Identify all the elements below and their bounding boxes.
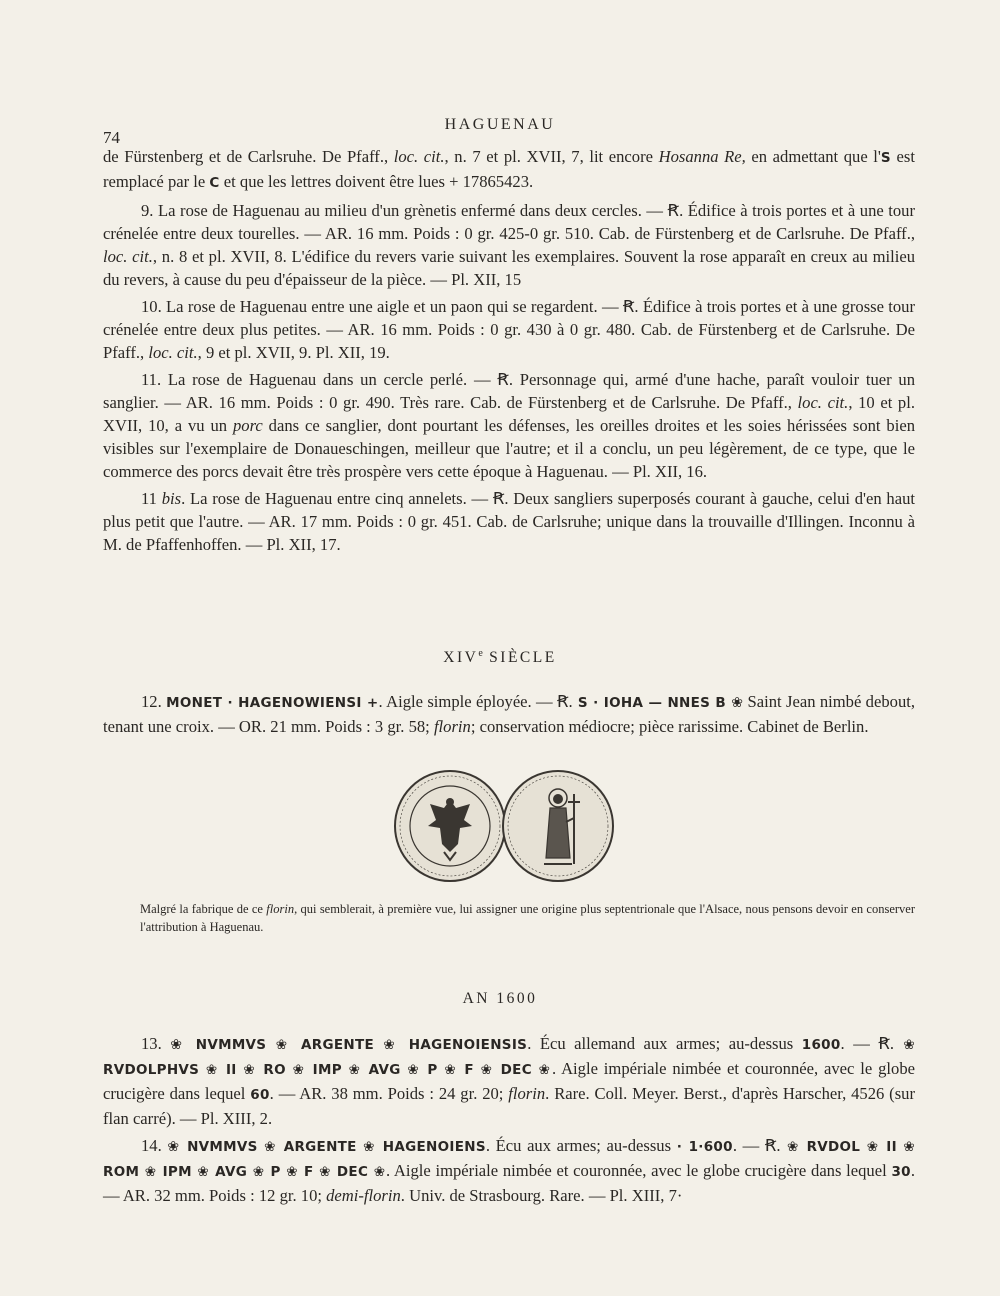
section-title-xiv-siecle: XIVe SIÈCLE bbox=[443, 648, 557, 667]
entry-13: 13. ❀ NVMMVS ❀ ARGENTE ❀ HAGENOIENSIS. Écu allemand aux armes; au-dessus 1600. — Ꞧ. ❀ RVDOLPHVS ❀ II ❀ RO ❀ IMP ❀ AVG ❀ P ❀ F ❀ DEC ❀. Aigle impériale nimbée et couronnée, avec le globe crucigère dans lequel 60. — AR. 38 mm. Poids : 24 gr. 20; florin. Rare. Coll. Meyer. Berst., d'après Harscher, 4526 (sur flan carré). — Pl. XIII, 2. bbox=[103, 1034, 915, 1128]
reverse-symbol: Ꞧ. bbox=[492, 489, 509, 508]
reverse-symbol: Ꞧ. bbox=[667, 201, 684, 220]
coin-legend: ❀ RVDOL ❀ II ❀ ROM ❀ IPM ❀ AVG ❀ P ❀ F ❀ DEC ❀ bbox=[103, 1139, 916, 1180]
reverse-symbol: Ꞧ. bbox=[497, 370, 513, 389]
florin-coin-illustration bbox=[392, 764, 616, 888]
text-block-lower bbox=[103, 1032, 915, 1211]
figure-caption: Malgré la fabrique de ce florin, qui semblerait, à première vue, lui assigner une origine plus septentrionale que l'Alsace, nous pensons devoir en conserver l'attribution à Haguenau. bbox=[140, 902, 915, 934]
text-block-entry-12 bbox=[103, 690, 915, 742]
reverse-symbol: Ꞧ. bbox=[764, 1136, 781, 1155]
rose-icon: ❀ bbox=[167, 1139, 181, 1155]
reverse-symbol: Ꞧ. bbox=[557, 692, 573, 711]
coin-legend: NVMMVS ❀ ARGENTE ❀ HAGENOIENSIS bbox=[186, 1037, 528, 1053]
rose-icon: ❀ bbox=[170, 1037, 187, 1053]
coin-legend: S · IOHA — NNES B bbox=[572, 695, 732, 711]
entry-10: 10. La rose de Haguenau entre une aigle et un paon qui se regardent. — Ꞧ. Édifice à trois portes et à une grosse tour crénelée entre deux plus petites. — AR. 16 mm. Poids : 0 gr. 430 à 0 gr. 480. Cab. de Fürstenberg et de Carlsruhe. De Pfaff., loc. cit., 9 et pl. XVII, 9. Pl. XII, 19. bbox=[103, 297, 916, 362]
entry-9: 9. La rose de Haguenau au milieu d'un grènetis enfermé dans deux cercles. — Ꞧ. Édifice à trois portes et à une tour crénelée entre deux tourelles. — AR. 16 mm. Poids : 0 gr. 425-0 gr. 510. Cab. de Fürstenberg et de Carlsruhe. De Pfaff., loc. cit., n. 8 et pl. XVII, 8. L'édifice du revers varie suivant les exemplaires. Souvent la rose apparaît en creux au milieu du revers, à cause du peu d'épaisseur de la pièce. — Pl. XII, 15 bbox=[103, 201, 916, 289]
page-number: 74 bbox=[103, 128, 120, 147]
entry-12: 12. MONET · HAGENOWIENSI +. Aigle simple éployée. — Ꞧ. S · IOHA — NNES B ❀ Saint Jean nimbé debout, tenant une croix. — OR. 21 mm. Poids : 3 gr. 58; florin; conservation médiocre; pièce rarissime. Cabinet de Berlin. bbox=[103, 692, 915, 736]
rose-icon: ❀ bbox=[731, 695, 744, 711]
entry-11-bis: 11 bis. La rose de Haguenau entre cinq annelets. — Ꞧ. Deux sangliers superposés courant à gauche, celui d'en haut plus petit que l'autre. — AR. 17 mm. Poids : 0 gr. 451. Cab. de Carlsruhe; unique dans la trouvaille d'Illingen. Inconnu à M. de Pfaffenhoffen. — Pl. XII, 17. bbox=[103, 489, 915, 554]
coin-legend: ❀ RVDOLPHVS ❀ II ❀ RO ❀ IMP ❀ AVG ❀ P ❀ F ❀ DEC ❀ bbox=[103, 1037, 915, 1078]
running-head: HAGUENAU bbox=[444, 116, 556, 133]
reverse-symbol: Ꞧ. bbox=[878, 1034, 895, 1053]
entry-11: 11. La rose de Haguenau dans un cercle perlé. — Ꞧ. Personnage qui, armé d'une hache, paraît vouloir tuer un sanglier. — AR. 16 mm. Poids : 0 gr. 490. Très rare. Cab. de Fürstenberg et de Carlsruhe. De Pfaff., loc. cit., 10 et pl. XVII, 10, a vu un porc dans ce sanglier, dont pourtant les défenses, les oreilles droites et les soies hérissées sont bien visibles sur l'exemplaire de Donaueschingen, meilleur que l'autre; et il a conclu, un peu légèrement, de ce type, que le commerce des porcs devait être très prospère vers cette époque à Haguenau. — Pl. XII, 16. bbox=[103, 370, 915, 481]
entry-14: 14. ❀ NVMMVS ❀ ARGENTE ❀ HAGENOIENS. Écu aux armes; au-dessus · 1·600. — Ꞧ. ❀ RVDOL ❀ II ❀ ROM ❀ IPM ❀ AVG ❀ P ❀ F ❀ DEC ❀. Aigle impériale nimbée et couronnée, avec le globe crucigère dans lequel 30. — AR. 32 mm. Poids : 12 gr. 10; demi-florin. Univ. de Strasbourg. Rare. — Pl. XIII, 7· bbox=[103, 1136, 916, 1205]
coin-legend: NVMMVS ❀ ARGENTE ❀ HAGENOIENS bbox=[180, 1139, 486, 1155]
section-title-an-1600: AN 1600 bbox=[462, 990, 538, 1007]
coin-legend: MONET · HAGENOWIENSI + bbox=[166, 695, 379, 711]
text-block-upper bbox=[103, 145, 915, 560]
paragraph-continuation: de Fürstenberg et de Carlsruhe. De Pfaff., loc. cit., n. 7 et pl. XVII, 7, lit encore Hosanna Re, en admettant que l'S est remplacé par le C et que les lettres doivent être lues + 17865423. bbox=[103, 147, 915, 191]
coin-obverse-eagle bbox=[395, 771, 505, 881]
reverse-symbol: Ꞧ. bbox=[622, 297, 639, 316]
coin-reverse-saint-john bbox=[503, 771, 613, 881]
